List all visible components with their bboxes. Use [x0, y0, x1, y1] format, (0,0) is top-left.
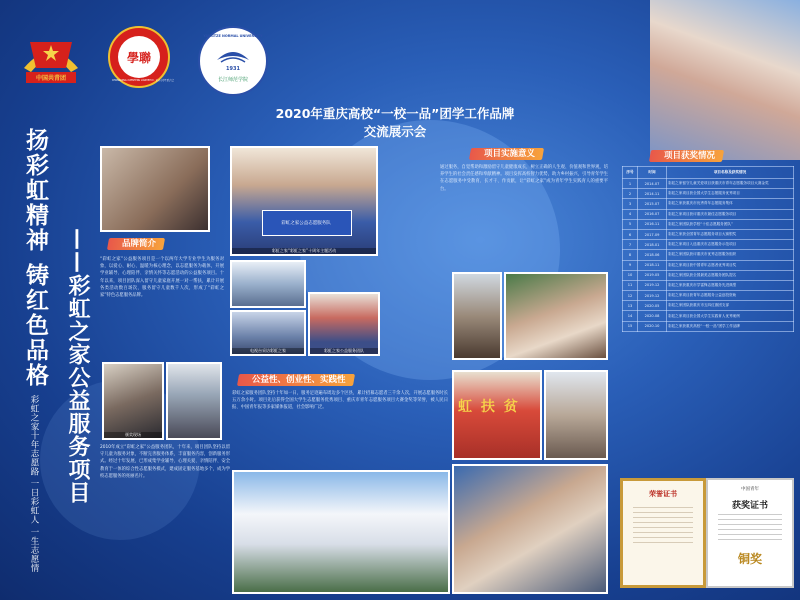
awards-cell-n: 14: [623, 311, 638, 321]
cyl-logo-text: 中国共青团: [35, 75, 66, 82]
slogan-small: 彩虹之家十年志愿路 一日彩虹人 一生志愿情: [29, 395, 39, 573]
awards-cell-n: 6: [623, 229, 638, 239]
student-union-logo-center: 學聯: [126, 51, 151, 65]
awards-cell-n: 10: [623, 270, 638, 280]
awards-cell-date: 2019.12: [638, 280, 667, 290]
photo-boy-smiling: [504, 272, 608, 360]
awards-col-index: 序号: [623, 167, 638, 179]
photo-group-banner: [230, 146, 378, 256]
awards-cell-n: 11: [623, 280, 638, 290]
certificate-right-publisher: 中国青年: [741, 487, 759, 492]
awards-cell-name: 彩虹之家留守儿童关爱项目获重庆市青年志愿服务项目大赛金奖: [667, 179, 794, 189]
awards-cell-name: 彩虹之家团队获学校“十佳志愿服务团队”: [667, 219, 794, 229]
certificate-left: [620, 478, 706, 588]
brand-intro-text: “彩虹之家”公益服务项目是一个以两年大学专业学生为服务对象，以爱心、耐心、温暖为核心理念，以志愿服务为载体，开展学业辅导、心理陪伴、亲情关怀等志愿活动的公益服务项目。十年以来，项目团队深入留守儿童家庭开展一对一帮扶，累计开展各类活动数百场次，服务留守儿童数千人次，形成了“彩虹之家”特色志愿服务品牌。: [100, 257, 224, 299]
awards-row: [623, 199, 794, 209]
awards-row: [623, 179, 794, 189]
university-logo-year: 1931: [226, 66, 240, 72]
cyl-logo: [16, 28, 86, 90]
photo-child-tutoring: [452, 272, 502, 360]
awards-cell-n: 2: [623, 189, 638, 199]
awards-cell-date: 2019.05: [638, 270, 667, 280]
public-welfare-heading: 公益性、创业性、实践性: [237, 374, 355, 386]
photo-big-group: [232, 470, 450, 594]
student-union-logo: [108, 26, 174, 88]
photo-caption: 电视台采访彩虹之家: [232, 348, 304, 354]
banner-text: 彩虹之家公益志愿服务队: [281, 221, 331, 226]
awards-cell-name: 彩虹之家项目获青年志愿服务公益创投资助: [667, 291, 794, 301]
photo-activity-left: [166, 362, 222, 440]
slogan-left: 扬彩虹精神 铸红色品格: [22, 128, 48, 389]
awards-cell-n: 1: [623, 179, 638, 189]
awards-row: [623, 321, 794, 331]
awards-cell-name: 彩虹之家获重庆高校“一校一品”团学工作品牌: [667, 321, 794, 331]
awards-cell-n: 9: [623, 260, 638, 270]
book-icon: [213, 42, 253, 66]
photo-award-ceremony: [102, 362, 164, 440]
awards-cell-name: 彩虹之家获重庆市优秀青年志愿服务集体: [667, 199, 794, 209]
awards-row: [623, 260, 794, 270]
awards-cell-name: 彩虹之家团队获全国最美志愿服务团队提名: [667, 270, 794, 280]
awards-cell-n: 13: [623, 301, 638, 311]
implementation-text: 通过服务，自觉帮助和激励留守儿童健康成长，树立正确的人生观、价值观和世界观，培养学生的社会责任感和奉献精神。项目发挥高校智力优势，助力乡村振兴，引导青年学生在志愿服务中受教育、长才干、作贡献，让“彩虹之家”成为青年学生实践育人的重要平台。: [440, 165, 608, 192]
university-logo-ring: YANGTZE NORMAL UNIVERSITY: [203, 34, 263, 38]
awards-cell-name: 彩虹之家项目获评重庆市最佳志愿服务项目: [667, 209, 794, 219]
photo-calligraphy: [100, 146, 210, 232]
photo-children-reading: [544, 370, 608, 460]
awards-row: [623, 250, 794, 260]
awards-cell-name: 彩虹之家项目获中国青年志愿者优秀项目奖: [667, 260, 794, 270]
certificate-lines: [718, 514, 782, 544]
awards-col-date: 时间: [638, 167, 667, 179]
awards-cell-date: 2020.05: [638, 301, 667, 311]
photo-volunteer-girl: [650, 0, 800, 160]
awards-cell-n: 7: [623, 240, 638, 250]
photo-boy-portrait: [452, 464, 608, 594]
awards-row: [623, 311, 794, 321]
awards-cell-date: 2017.09: [638, 229, 667, 239]
awards-cell-date: 2018.01: [638, 240, 667, 250]
awards-cell-date: 2019.12: [638, 291, 667, 301]
certificate-right-title: 获奖证书: [731, 501, 768, 511]
awards-cell-name: 彩虹之家获重庆市学雷锋志愿服务先进典型: [667, 280, 794, 290]
awards-cell-n: 15: [623, 321, 638, 331]
photo-poverty-banner: [452, 370, 542, 460]
awards-cell-n: 12: [623, 291, 638, 301]
awards-cell-date: 2014.11: [638, 189, 667, 199]
awards-cell-name: 彩虹之家项目获全国大学生志愿服务优秀项目: [667, 189, 794, 199]
photo-classroom: [230, 260, 306, 308]
history-text: 2010年成立“彩虹之家”公益服务团队，十年来，项目团队坚持以留守儿童为服务对象，不断完善服务体系，丰富服务内容，创新服务形式。经过十年发展，已形成集学业辅导、心理关爱、亲情陪伴、安全教育于一体的综合性志愿服务模式，建成固定服务基地多个，成为学校志愿服务的亮丽名片。: [100, 445, 230, 479]
awards-cell-date: 2020.10: [638, 321, 667, 331]
awards-cell-name: 彩虹之家团队获评重庆市优秀志愿服务组织: [667, 250, 794, 260]
awards-cell-date: 2015.07: [638, 199, 667, 209]
awards-cell-name: 彩虹之家项目获全国大学生实践育人优秀案例: [667, 311, 794, 321]
certificate-right-award: 铜奖: [737, 552, 762, 566]
awards-cell-date: 2020.08: [638, 311, 667, 321]
public-welfare-text: 彩虹之家服务团队坚持十年如一日，服务足迹遍布周边多个区县，累计招募志愿者三千余人次，开展志愿服务时长五万余小时。项目先后获得全国大学生志愿服务优秀项目、重庆市青年志愿服务项目大赛金奖等荣誉，被人民日报、中国青年报等多家媒体报道，社会影响广泛。: [232, 391, 448, 411]
photo-caption: 颁奖现场: [104, 432, 162, 438]
awards-cell-date: 2014.07: [638, 179, 667, 189]
awards-cell-n: 5: [623, 219, 638, 229]
awards-cell-n: 4: [623, 209, 638, 219]
certificate-lines: [633, 507, 693, 547]
slogan-center: ——彩虹之家公益服务项目: [65, 228, 90, 504]
university-logo-script: 长江师范学院: [217, 77, 248, 83]
awards-heading: 项目获奖情况: [649, 150, 724, 162]
page-title-line1: 2020年重庆高校“一校一品”团学工作品牌: [275, 106, 515, 121]
awards-row: [623, 280, 794, 290]
student-union-logo-ring: CHONGQING XUESHENG LIANHEHUI · 重庆市学生联合会: [112, 79, 174, 82]
awards-cell-name: 彩虹之家团队获重庆市五四红旗团支部: [667, 301, 794, 311]
banner-text: 虹 扶 贫: [458, 399, 520, 415]
awards-col-name: 项目名称及获奖情况: [667, 167, 794, 179]
brand-intro-heading: 品牌简介: [107, 238, 165, 250]
awards-cell-n: 3: [623, 199, 638, 209]
certificate-left-title: 荣誉证书: [649, 490, 677, 498]
awards-cell-n: 8: [623, 250, 638, 260]
page-title-line2: 交流展示会: [363, 124, 427, 139]
awards-cell-date: 2018.06: [638, 250, 667, 260]
awards-row: [623, 219, 794, 229]
photo-caption: 彩虹之家“彩虹之家”十周年主题活动: [232, 248, 376, 254]
awards-cell-date: 2018.11: [638, 260, 667, 270]
university-logo: [198, 26, 268, 96]
photo-team: [308, 292, 380, 356]
certificate-right: [706, 478, 794, 588]
awards-cell-name: 彩虹之家项目入选重庆市志愿服务示范项目: [667, 240, 794, 250]
awards-table: [622, 166, 794, 332]
implementation-heading: 项目实施意义: [469, 148, 544, 160]
awards-row: [623, 209, 794, 219]
awards-row: [623, 240, 794, 250]
awards-row: [623, 270, 794, 280]
awards-row: [623, 189, 794, 199]
awards-cell-date: 2016.11: [638, 219, 667, 229]
awards-row: [623, 229, 794, 239]
awards-cell-name: 彩虹之家获全国青年志愿服务项目大赛银奖: [667, 229, 794, 239]
awards-row: [623, 301, 794, 311]
awards-row: [623, 291, 794, 301]
photo-caption: 彩虹之家公益服务团队: [310, 348, 378, 354]
photo-interview: [230, 310, 306, 356]
awards-cell-date: 2016.07: [638, 209, 667, 219]
